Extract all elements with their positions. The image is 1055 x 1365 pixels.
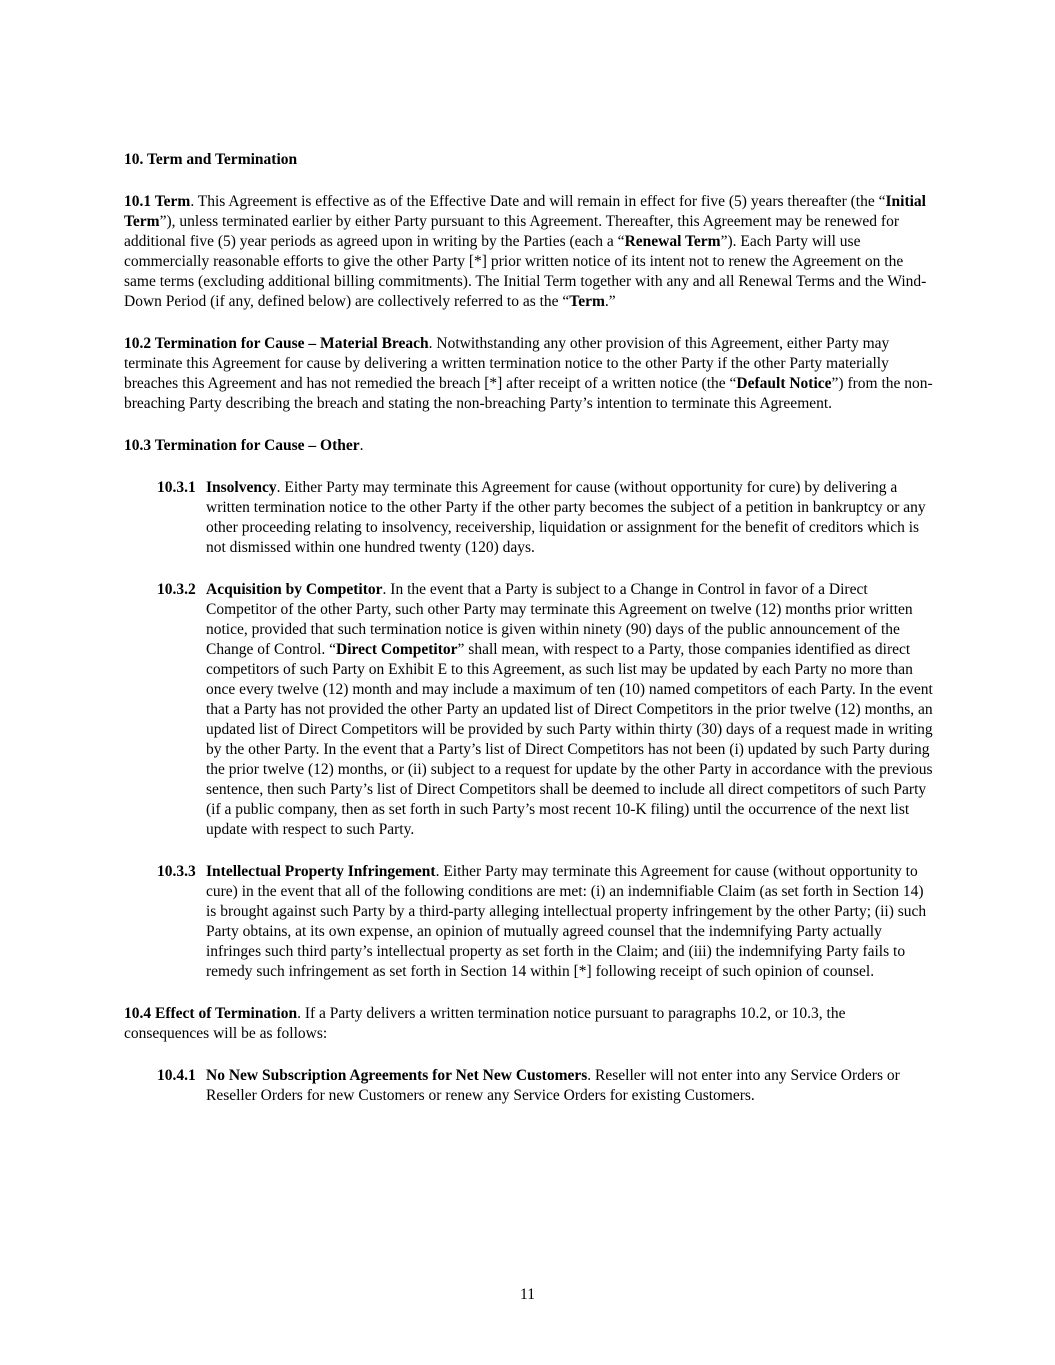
defined-term-renewal-term: Renewal Term [624,233,721,250]
section-10-3-1-number: 10.3.1 [157,479,196,496]
section-10-3-3: 10.3.3 Intellectual Property Infringement. Either Party may terminate this Agreement for cause (without opportunity to cure) in the event that all of the following conditions are met: (i) an indemnifiable Claim (as set forth in Section 14) is brought against such Party by a third-party alleging intellectual property infringement by the other Party; (ii) such Party obtains, at its own expense, an opinion of mutually agreed counsel that the indemnifying Party actually infringes such third party’s intellectual property as set forth in the Claim; and (iii) the indemnifying Party fails to remedy such infringement as set forth in Section 14 within [*] following receipt of such opinion of counsel. [157,863,927,980]
section-10-3-3-title: Intellectual Property Infringement [206,863,436,880]
section-10-1-title: 10.1 Term [124,193,191,210]
section-10-1: 10.1 Term. This Agreement is effective as of the Effective Date and will remain in effect for five (5) years thereafter (the “Initial Term”), unless terminated earlier by either Party pursuant to this Agreement. Thereafter, this Agreement may be renewed for additional five (5) year periods as agreed upon in writing by the Parties (each a “Renewal Term”). Each Party will use commercially reasonable efforts to give the other Party [*] prior written notice of its intent not to renew the Agreement on the same terms (excluding additional billing commitments). The Initial Term together with any and all Renewal Terms and the Wind-Down Period (if any, defined below) are collectively referred to as the “Term.” [124,193,927,310]
section-10-2-title: 10.2 Termination for Cause – Material Breach [124,335,429,352]
document-body [124,150,934,1128]
section-10-4: 10.4 Effect of Termination. If a Party delivers a written termination notice pursuant to paragraphs 10.2, or 10.3, the consequences will be as follows: [124,1005,846,1042]
section-10-3-2: 10.3.2 Acquisition by Competitor. In the event that a Party is subject to a Change in Control in favor of a Direct Competitor of the other Party, such other Party may terminate this Agreement on twelve (12) months prior written notice, provided that such termination notice is given within ninety (90) days of the public announcement of the Change of Control. “Direct Competitor” shall mean, with respect to a Party, those companies identified as direct competitors of such Party on Exhibit E to this Agreement, as such list may be updated by each Party no more than once every twelve (12) month and may include a maximum of ten (10) named competitors of each Party. In the event that a Party has not provided the other Party an updated list of Direct Competitors in the prior twelve (12) months, an updated list of Direct Competitors will be provided by such Party within thirty (30) days of a request made in writing by the other Party. In the event that a Party’s list of Direct Competitors has not been (i) updated by such Party during the prior twelve (12) months, or (ii) subject to a request for update by the other Party in accordance with the previous sentence, then such Party’s list of Direct Competitors shall be deemed to include all direct competitors of such Party (if a public company, then as set forth in such Party’s most recent 10-K filing) until the occurrence of the next list update with respect to such Party. [157,581,933,838]
section-10-3-2-title: Acquisition by Competitor [206,581,383,598]
section-10-3-1: 10.3.1 Insolvency. Either Party may terminate this Agreement for cause (without opportunity for cure) by delivering a written termination notice to the other Party if the other party becomes the subject of a petition in bankruptcy or any other proceeding relating to insolvency, receivership, liquidation or assignment for the benefit of creditors which is not dismissed within one hundred twenty (120) days. [157,479,926,556]
section-10-2: 10.2 Termination for Cause – Material Breach. Notwithstanding any other provision of this Agreement, either Party may terminate this Agreement for cause by delivering a written termination notice to the other Party if the other Party materially breaches this Agreement and has not remedied the breach [*] after receipt of a written notice (the “Default Notice”) from the non-breaching Party describing the breach and stating the non-breaching Party’s intention to terminate this Agreement. [124,335,933,412]
section-10-4-1-title: No New Subscription Agreements for Net New Customers [206,1067,588,1084]
defined-term-default-notice: Default Notice [736,375,832,392]
section-10-4-title: 10.4 Effect of Termination [124,1005,298,1022]
defined-term-term: Term [569,293,605,310]
section-10-3-title: 10.3 Termination for Cause – Other [124,437,360,454]
section-10-4-1: 10.4.1 No New Subscription Agreements for Net New Customers. Reseller will not enter into any Service Orders or Reseller Orders for new Customers or renew any Service Orders for existing Customers. [157,1067,900,1104]
defined-term-direct-competitor: Direct Competitor [336,641,458,658]
section-10-3-2-number: 10.3.2 [157,581,196,598]
section-10-4-1-number: 10.4.1 [157,1067,196,1084]
section-10-3-1-title: Insolvency [206,479,277,496]
defined-term-initial-term: Initial Term [124,193,926,230]
section-10-3-3-number: 10.3.3 [157,863,196,880]
section-10-3: 10.3 Termination for Cause – Other. [124,437,364,454]
page-number: 11 [520,1286,535,1303]
section-heading: 10. Term and Termination [124,151,298,168]
